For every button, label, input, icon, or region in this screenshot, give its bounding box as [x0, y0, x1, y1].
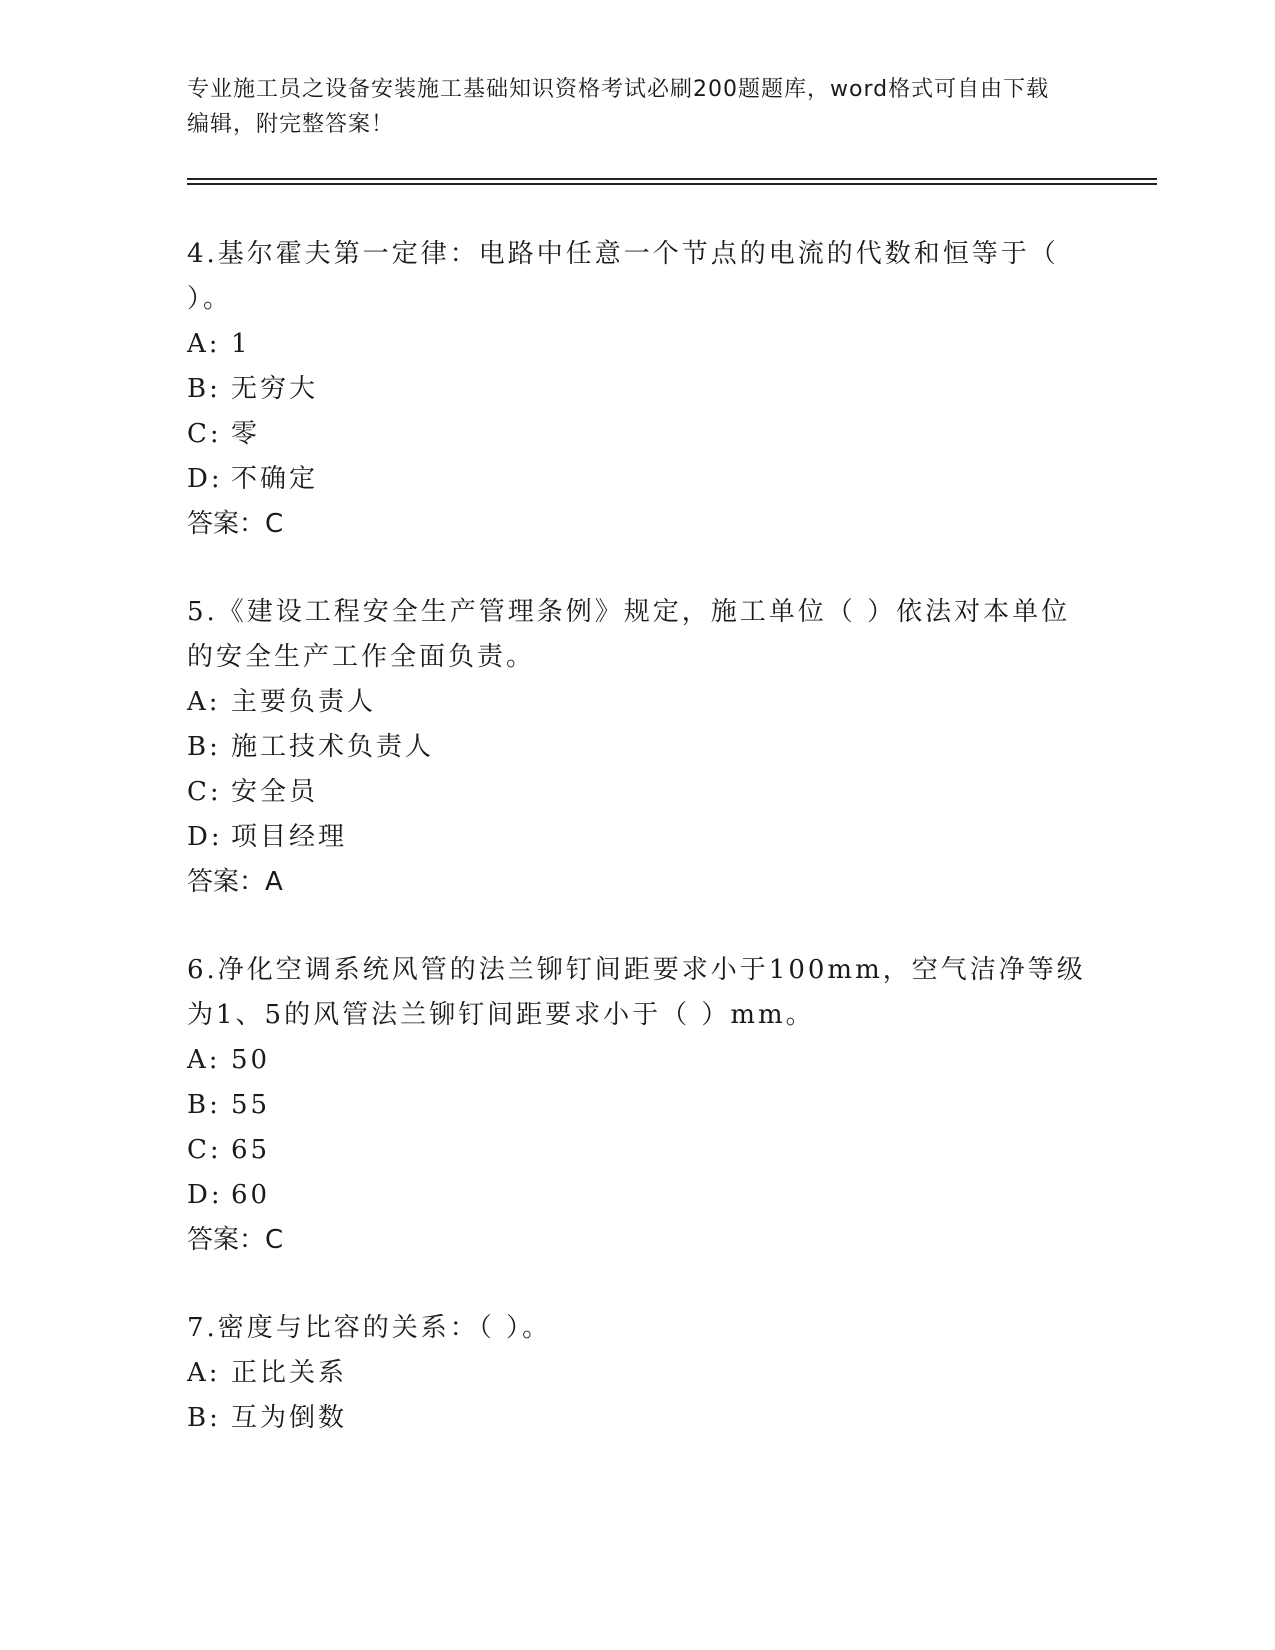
document-title: 专业施工员之设备安装施工基础知识资格考试必刷200题题库，word格式可自由下载编辑，附完整答案！	[187, 77, 1050, 137]
answer-line	[187, 860, 1087, 905]
question-5	[187, 590, 1087, 905]
option-c	[187, 412, 1087, 457]
option-b	[187, 1396, 1087, 1441]
option-letter: A:	[187, 1045, 221, 1075]
option-text: 无穷大	[231, 374, 319, 404]
option-text: 1	[231, 329, 251, 359]
question-6	[187, 948, 1087, 1263]
answer-value: A	[265, 867, 283, 897]
option-letter: D:	[187, 464, 223, 494]
option-text: 不确定	[231, 464, 319, 494]
answer-value: C	[265, 509, 284, 539]
option-letter: A:	[187, 687, 221, 717]
header-rule-top	[187, 178, 1157, 180]
option-a	[187, 322, 1087, 367]
answer-line	[187, 502, 1087, 547]
option-letter: C:	[187, 777, 222, 807]
question-stem: 6.净化空调系统风管的法兰铆钉间距要求小于100mm，空气洁净等级为1、5的风管法兰铆钉间距要求小于（ ）mm。	[187, 955, 1086, 1030]
option-letter: C:	[187, 1135, 222, 1165]
option-b	[187, 367, 1087, 412]
answer-label: 答案：	[187, 509, 266, 539]
header-rule-bottom	[187, 183, 1157, 185]
question-stem: 4.基尔霍夫第一定律：电路中任意一个节点的电流的代数和恒等于（ ）。	[187, 239, 1059, 314]
option-text: 互为倒数	[231, 1403, 348, 1433]
option-letter: A:	[187, 329, 221, 359]
question-list	[187, 232, 1087, 1484]
option-letter: B:	[187, 374, 221, 404]
option-letter: C:	[187, 419, 222, 449]
option-a	[187, 1038, 1087, 1083]
option-text: 正比关系	[231, 1358, 348, 1388]
option-d	[187, 457, 1087, 502]
answer-value: C	[265, 1225, 284, 1255]
option-c	[187, 770, 1087, 815]
option-letter: D:	[187, 1180, 223, 1210]
option-b	[187, 725, 1087, 770]
option-text: 安全员	[231, 777, 319, 807]
option-text: 50	[231, 1045, 271, 1075]
option-a	[187, 680, 1087, 725]
option-b	[187, 1083, 1087, 1128]
question-7	[187, 1306, 1087, 1441]
question-stem: 7.密度与比容的关系：（ ）。	[187, 1313, 552, 1343]
question-4	[187, 232, 1087, 547]
option-text: 65	[231, 1135, 271, 1165]
option-text: 主要负责人	[231, 687, 377, 717]
answer-line	[187, 1218, 1087, 1263]
answer-label: 答案：	[187, 867, 266, 897]
option-text: 项目经理	[231, 822, 348, 852]
option-letter: B:	[187, 1090, 221, 1120]
option-text: 施工技术负责人	[231, 732, 435, 762]
option-letter: D:	[187, 822, 223, 852]
option-a	[187, 1351, 1087, 1396]
answer-label: 答案：	[187, 1225, 266, 1255]
option-letter: A:	[187, 1358, 221, 1388]
option-c	[187, 1128, 1087, 1173]
option-d	[187, 815, 1087, 860]
question-stem: 5.《建设工程安全生产管理条例》规定，施工单位（ ）依法对本单位的安全生产工作全面负责。	[187, 597, 1071, 672]
option-text: 55	[231, 1090, 271, 1120]
option-text: 零	[231, 419, 261, 449]
option-text: 60	[231, 1180, 271, 1210]
option-letter: B:	[187, 1403, 221, 1433]
option-d	[187, 1173, 1087, 1218]
option-letter: B:	[187, 732, 221, 762]
